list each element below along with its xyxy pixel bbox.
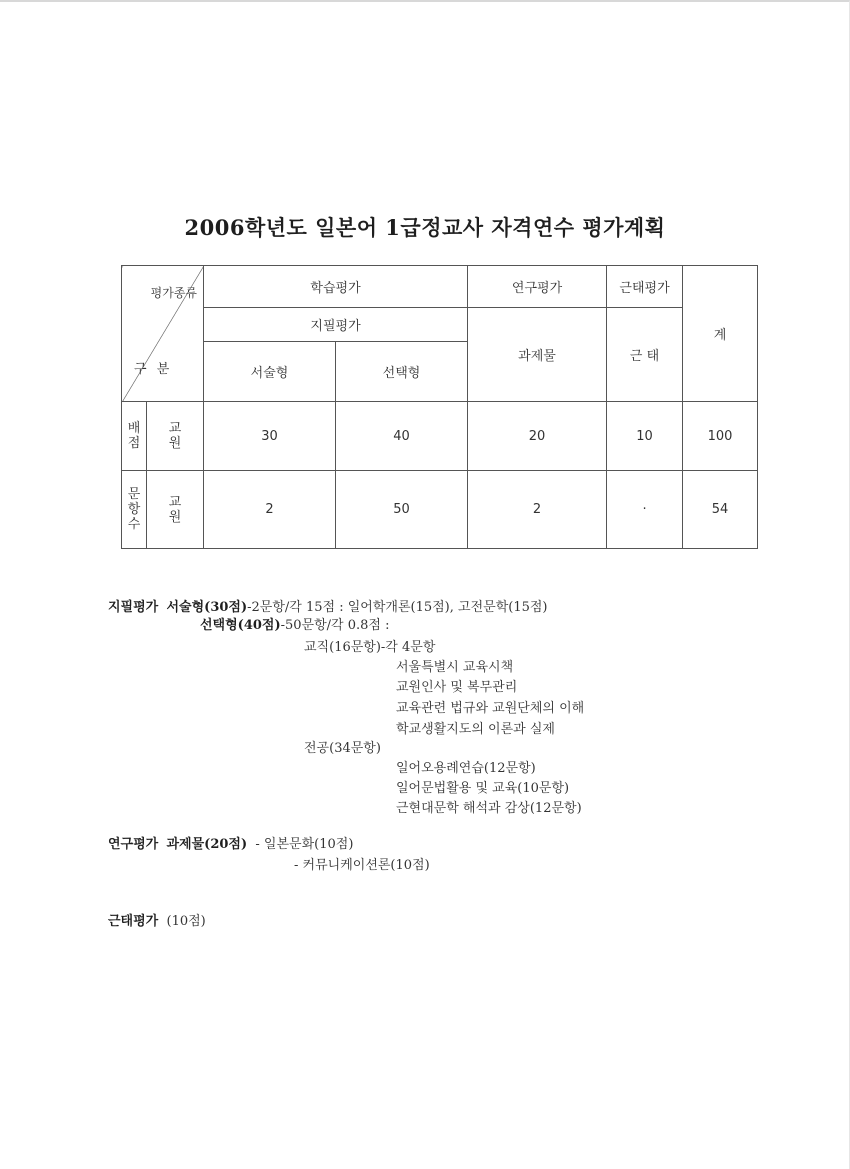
row-label: 문항수 (122, 471, 147, 549)
header-choice: 선택형 (336, 342, 468, 402)
list-item: 교육관련 법규와 교원단체의 이해 (396, 701, 585, 716)
cell-attendance: 10 (607, 402, 683, 471)
table-header-row (122, 266, 758, 308)
teaching-heading: 교직(16문항)-각 4문항 (304, 640, 436, 655)
attendance-eval-label: 근태평가 (108, 914, 159, 929)
header-written-exam: 지필평가 (204, 308, 468, 342)
header-attendance: 근태평가 (607, 266, 683, 308)
list-item: - 커뮤니케이션론(10점) (294, 858, 430, 873)
list-item: 근현대문학 해석과 감상(12문항) (396, 801, 582, 816)
assignment-heading: 과제물(20점) (166, 837, 248, 852)
cell-essay: 30 (204, 402, 336, 471)
cell-total: 54 (683, 471, 758, 549)
written-eval-label: 지필평가 (108, 600, 159, 615)
cell-choice: 50 (336, 471, 468, 549)
page-title: 2006학년도 일본어 1급정교사 자격연수 평가계획 (184, 215, 666, 240)
list-item: 서울특별시 교육시책 (396, 660, 514, 675)
header-attendance-sub: 근 태 (607, 308, 683, 402)
table-subheader-row (122, 308, 758, 342)
table-row (122, 471, 758, 549)
table-corner-cell (122, 266, 204, 402)
essay-detail: -2문항/각 15점 : 일어학개론(15점), 고전문학(15점) (247, 600, 548, 615)
cell-choice: 40 (336, 402, 468, 471)
table-row (122, 402, 758, 471)
choice-detail: -50문항/각 0.8점 : (280, 618, 390, 633)
research-eval-label: 연구평가 (108, 837, 159, 852)
cell-assignment: 20 (468, 402, 607, 471)
header-assignment: 과제물 (468, 308, 607, 402)
header-research: 연구평가 (468, 266, 607, 308)
row-sublabel: 교원 (147, 471, 204, 549)
list-item: 일어오용례연습(12문항) (396, 761, 536, 776)
attendance-detail: (10점) (166, 914, 206, 929)
major-heading: 전공(34문항) (304, 741, 381, 756)
row-label: 배점 (122, 402, 147, 471)
cell-attendance: · (607, 471, 683, 549)
list-item: 교원인사 및 복무관리 (396, 680, 518, 695)
corner-bottom-label: 구 분 (134, 362, 173, 377)
header-total: 계 (683, 266, 758, 402)
list-item: - 일본문화(10점) (255, 837, 354, 852)
corner-top-label: 평가종류 (150, 286, 197, 300)
choice-heading: 선택형(40점) (200, 618, 281, 633)
row-sublabel: 교원 (147, 402, 204, 471)
header-learning: 학습평가 (204, 266, 468, 308)
cell-essay: 2 (204, 471, 336, 549)
essay-heading: 서술형(30점) (166, 600, 248, 615)
list-item: 학교생활지도의 이론과 실제 (396, 722, 555, 737)
list-item: 일어문법활용 및 교육(10문항) (396, 781, 570, 796)
cell-total: 100 (683, 402, 758, 471)
header-essay: 서술형 (204, 342, 336, 402)
cell-assignment: 2 (468, 471, 607, 549)
evaluation-table (121, 265, 758, 549)
